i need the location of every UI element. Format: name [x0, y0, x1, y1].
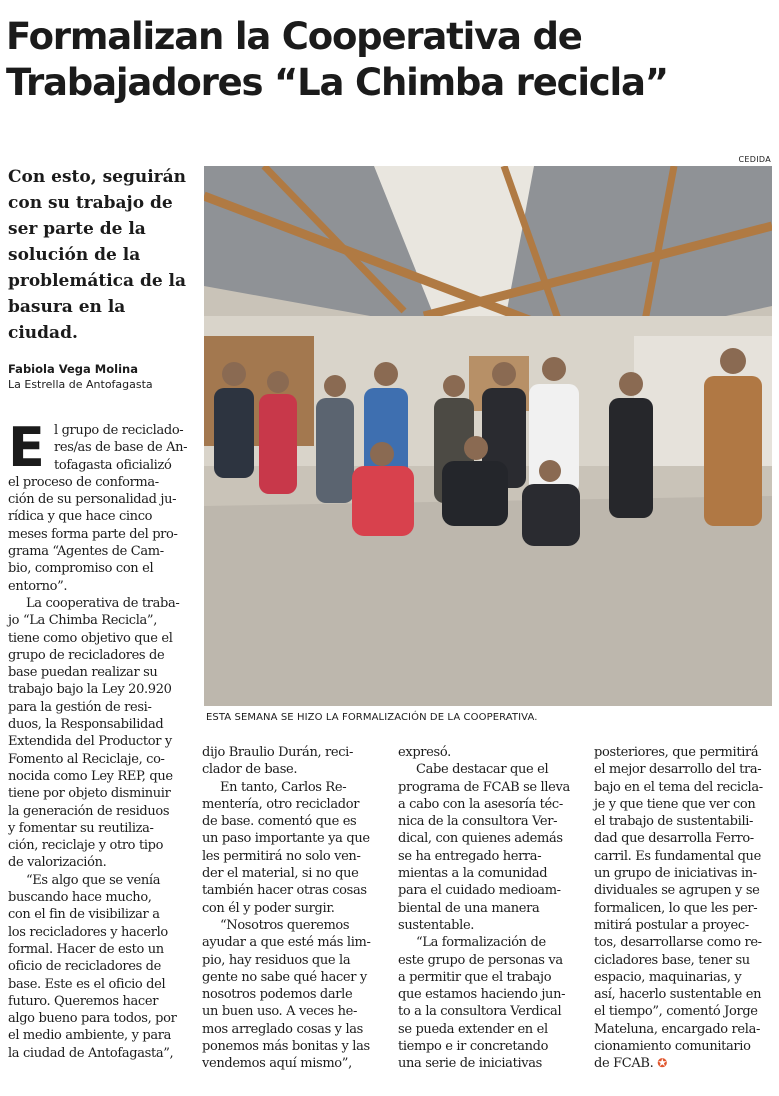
text-line: dical, con quienes además	[398, 831, 563, 847]
text-line: duos, la Responsabilidad	[8, 717, 164, 733]
text-line: tofagasta oficializó	[54, 457, 172, 473]
text-line: posteriores, que permitirá	[594, 745, 759, 760]
text-line: nocida como Ley REP, que	[8, 768, 173, 784]
byline	[8, 362, 153, 392]
text-line: meses forma parte del pro-	[8, 526, 178, 542]
text-line: jo “La Chimba Recicla”,	[8, 613, 157, 629]
text-line: la generación de residuos	[8, 803, 170, 819]
summary-line: ciudad.	[8, 323, 78, 343]
text-line: Cabe destacar que el	[416, 762, 549, 778]
text-line: Mateluna, encargado rela-	[594, 1021, 761, 1037]
text-line: base. Este es el oficio del	[8, 976, 166, 992]
text-line: dad que desarrolla Ferro-	[594, 831, 754, 847]
text-line: “Es algo que se venía	[26, 872, 161, 888]
article-column-3	[398, 744, 582, 1073]
text-line: la ciudad de Antofagasta”,	[8, 1045, 174, 1061]
text-line: rídica y que hace cinco	[8, 509, 153, 525]
summary-line: ser parte de la	[8, 219, 146, 239]
text-line: que estamos haciendo jun-	[398, 987, 566, 1003]
text-line: nica de la consultora Ver-	[398, 814, 558, 830]
text-line: bio, compromiso con el	[8, 561, 154, 577]
text-line: formalicen, lo que les per-	[594, 900, 758, 916]
text-line: ción de su personalidad ju-	[8, 492, 177, 508]
text-line: mientas a la comunidad	[398, 866, 548, 882]
text-line-end: de FCAB.	[594, 1056, 654, 1072]
text-line: también hacer otras cosas	[202, 883, 367, 899]
text-line: ponemos más bonitas y las	[202, 1039, 370, 1055]
text-line: grupo de recicladores de	[8, 647, 165, 663]
author-name: Fabiola Vega Molina	[8, 362, 138, 376]
article-column-2	[202, 744, 386, 1073]
text-line: tos, desarrollarse como re-	[594, 935, 762, 951]
text-line: tiene como objetivo que el	[8, 630, 173, 646]
text-line: Fomento al Reciclaje, co-	[8, 751, 165, 767]
text-line: una serie de iniciativas	[398, 1056, 542, 1072]
text-line: un grupo de iniciativas in-	[594, 866, 757, 882]
text-line: dividuales se agrupen y se	[594, 883, 760, 899]
text-line: oficio de recicladores de	[8, 959, 162, 975]
text-line: expresó.	[398, 745, 451, 760]
text-line: “Nosotros queremos	[220, 917, 350, 933]
photo-credit: CEDIDA	[738, 155, 771, 164]
text-line: sustentable.	[398, 917, 475, 933]
text-line: los recicladores y hacerlo	[8, 924, 168, 940]
text-line: con él y poder surgir.	[202, 900, 335, 916]
photo-caption: ESTA SEMANA SE HIZO LA FORMALIZACIÓN DE LA COOPERATIVA.	[206, 712, 538, 723]
text-line: l grupo de reciclado-	[54, 423, 184, 438]
text-line: a cabo con la asesoría téc-	[398, 796, 563, 812]
drop-cap: E	[8, 416, 45, 479]
text-line: mitirá postular a proyec-	[594, 917, 749, 933]
summary-line: problemática de la	[8, 271, 187, 291]
text-line: el trabajo de sustentabili-	[594, 814, 754, 830]
article-column-1	[8, 416, 198, 1062]
text-line: el tiempo”, comentó Jorge	[594, 1004, 758, 1020]
text-line: les permitirá no solo ven-	[202, 848, 361, 864]
text-line: tiempo e ir concretando	[398, 1039, 549, 1055]
text-line: carril. Es fundamental que	[594, 848, 761, 864]
text-line: y fomentar su reutiliza-	[8, 820, 154, 836]
text-line: der el material, si no que	[202, 866, 359, 882]
text-line: este grupo de personas va	[398, 952, 563, 968]
text-line: “La formalización de	[416, 935, 546, 951]
text-line: el mejor desarrollo del tra-	[594, 762, 762, 778]
text-line: ción, reciclaje y otro tipo	[8, 838, 164, 854]
text-line: trabajo bajo la Ley 20.920	[8, 682, 172, 698]
text-line: grama “Agentes de Cam-	[8, 544, 164, 560]
text-line: En tanto, Carlos Re-	[220, 779, 347, 795]
text-line: futuro. Queremos hacer	[8, 993, 159, 1009]
summary-deck	[8, 164, 196, 346]
text-line: de base. comentó que es	[202, 814, 357, 830]
text-line: je y que tiene que ver con	[594, 796, 756, 812]
text-line: clador de base.	[202, 762, 298, 778]
text-line: biental de una manera	[398, 900, 540, 916]
text-line: tiene por objeto disminuir	[8, 786, 171, 802]
group-photo-illustration	[204, 166, 772, 706]
text-line: se pueda extender en el	[398, 1021, 548, 1037]
end-mark-icon: ✪	[657, 1056, 667, 1071]
summary-line: basura en la	[8, 297, 126, 317]
text-line: entorno”.	[8, 578, 68, 594]
summary-line: con su trabajo de	[8, 193, 173, 213]
text-line: gente no sabe qué hacer y	[202, 969, 367, 985]
summary-line: Con esto, seguirán	[8, 167, 186, 187]
text-line: formal. Hacer de esto un	[8, 941, 164, 957]
text-line: ayudar a que esté más lim-	[202, 935, 371, 951]
article-column-4	[594, 744, 774, 1073]
text-line: La cooperativa de traba-	[26, 595, 180, 611]
text-line: cicladores base, tener su	[594, 952, 750, 968]
headline	[6, 14, 776, 106]
text-line: to a la consultora Verdical	[398, 1004, 562, 1020]
text-line: el proceso de conforma-	[8, 474, 159, 490]
text-line: mentería, otro reciclador	[202, 796, 360, 812]
headline-line-2: Trabajadores “La Chimba recicla”	[6, 61, 668, 104]
text-line: a permitir que el trabajo	[398, 969, 552, 985]
text-line: algo bueno para todos, por	[8, 1011, 177, 1027]
text-line: nosotros podemos darle	[202, 987, 353, 1003]
text-line: vendemos aquí mismo”,	[202, 1056, 352, 1072]
text-line: Extendida del Productor y	[8, 734, 172, 750]
text-line: espacio, maquinarias, y	[594, 969, 742, 985]
text-line-last	[594, 1055, 774, 1072]
text-line: así, hacerlo sustentable en	[594, 987, 762, 1003]
text-line: programa de FCAB se lleva	[398, 779, 570, 795]
text-line: cionamiento comunitario	[594, 1039, 751, 1055]
text-line: un buen uso. A veces he-	[202, 1004, 358, 1020]
text-line: dijo Braulio Durán, reci-	[202, 745, 354, 760]
text-line: de valorización.	[8, 855, 107, 871]
text-line: pio, hay residuos que la	[202, 952, 351, 968]
text-line: mos arreglado cosas y las	[202, 1021, 363, 1037]
text-line: para el cuidado medioam-	[398, 883, 561, 899]
headline-line-1: Formalizan la Cooperativa de	[6, 15, 582, 58]
text-line: res/as de base de An-	[54, 440, 188, 456]
text-line: con el fin de visibilizar a	[8, 907, 160, 923]
summary-line: solución de la	[8, 245, 141, 265]
article-photo	[204, 166, 772, 706]
text-line: base puedan realizar su	[8, 665, 158, 681]
text-line: bajo en el tema del recicla-	[594, 779, 763, 795]
text-line: un paso importante ya que	[202, 831, 370, 847]
text-line: para la gestión de resi-	[8, 699, 152, 715]
text-line: el medio ambiente, y para	[8, 1028, 172, 1044]
outlet-name: La Estrella de Antofagasta	[8, 378, 153, 391]
text-line: buscando hace mucho,	[8, 890, 152, 906]
text-line: se ha entregado herra-	[398, 848, 542, 864]
